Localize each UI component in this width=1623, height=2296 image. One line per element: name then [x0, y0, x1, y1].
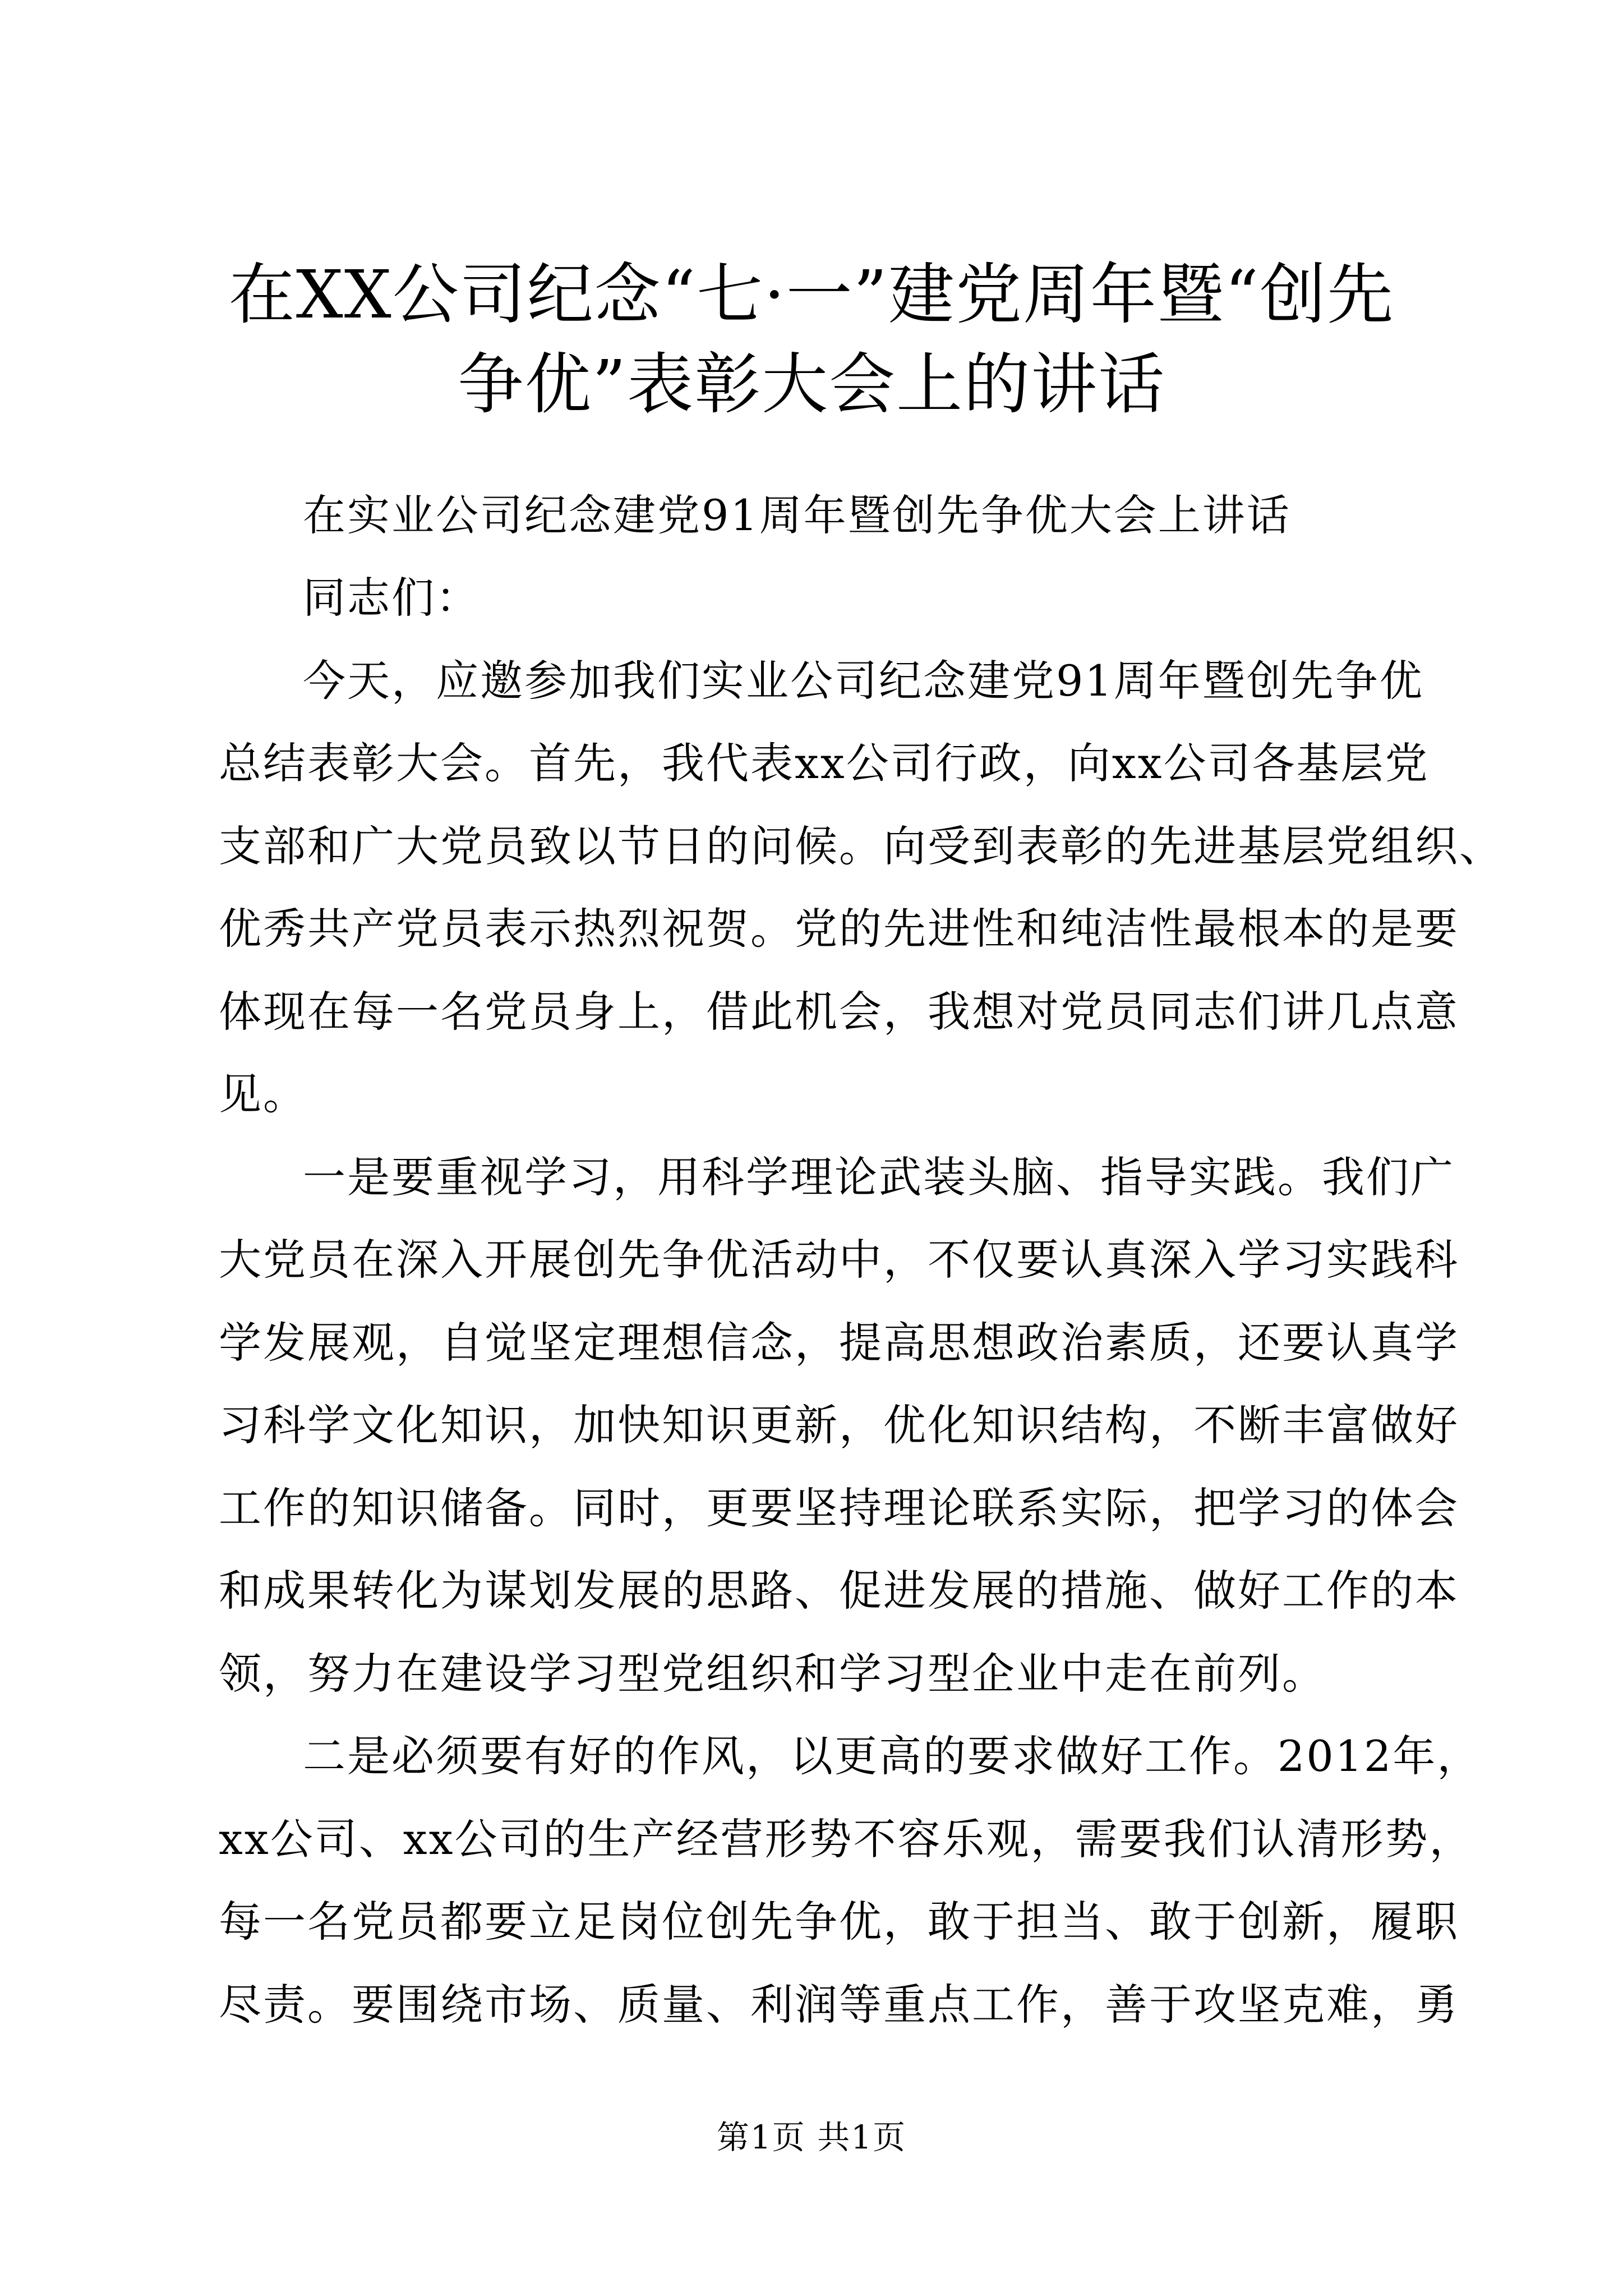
paragraph-line: xx公司、xx公司的生产经营形势不容乐观，需要我们认清形势，: [219, 1814, 1474, 1864]
paragraph-line: 领，努力在建设学习型党组织和学习型企业中走在前列。: [219, 1649, 1326, 1699]
paragraph-line: 见。: [219, 1069, 307, 1119]
paragraph-line: 尽责。要围绕市场、质量、利润等重点工作，善于攻坚克难，勇: [219, 1980, 1459, 2030]
paragraph-line: 二是必须要有好的作风，以更高的要求做好工作。2012年，: [303, 1731, 1482, 1781]
paragraph-line: 今天，应邀参加我们实业公司纪念建党91周年暨创先争优: [303, 656, 1424, 706]
paragraph-line: 一是要重视学习，用科学理论武装头脑、指导实践。我们广: [303, 1152, 1455, 1202]
paragraph-line: 支部和广大党员致以节日的问候。向受到表彰的先进基层党组织、: [219, 821, 1504, 871]
document-title-line-1: 在XX公司纪念“七·一”建党周年暨“创先: [228, 256, 1395, 333]
document-title-line-2: 争优”表彰大会上的讲话: [457, 346, 1166, 423]
subtitle-line: 在实业公司纪念建党91周年暨创先争优大会上讲话: [303, 490, 1291, 540]
paragraph-line: 工作的知识储备。同时，更要坚持理论联系实际，把学习的体会: [219, 1483, 1459, 1533]
paragraph-line: 学发展观，自觉坚定理想信念，提高思想政治素质，还要认真学: [219, 1318, 1459, 1368]
page-footer: 第1页 共1页: [716, 2118, 907, 2156]
paragraph-line: 和成果转化为谋划发展的思路、促进发展的措施、做好工作的本: [219, 1566, 1459, 1616]
paragraph-line: 总结表彰大会。首先，我代表xx公司行政，向xx公司各基层党: [219, 738, 1430, 788]
paragraph-line: 大党员在深入开展创先争优活动中，不仅要认真深入学习实践科: [219, 1235, 1459, 1285]
paragraph-line: 优秀共产党员表示热烈祝贺。党的先进性和纯洁性最根本的是要: [219, 904, 1459, 954]
paragraph-line: 习科学文化知识，加快知识更新，优化知识结构，不断丰富做好: [219, 1400, 1459, 1450]
paragraph-line: 每一名党员都要立足岗位创先争优，敢于担当、敢于创新，履职: [219, 1897, 1459, 1947]
salutation-line: 同志们：: [303, 573, 480, 623]
paragraph-line: 体现在每一名党员身上，借此机会，我想对党员同志们讲几点意: [219, 987, 1459, 1037]
